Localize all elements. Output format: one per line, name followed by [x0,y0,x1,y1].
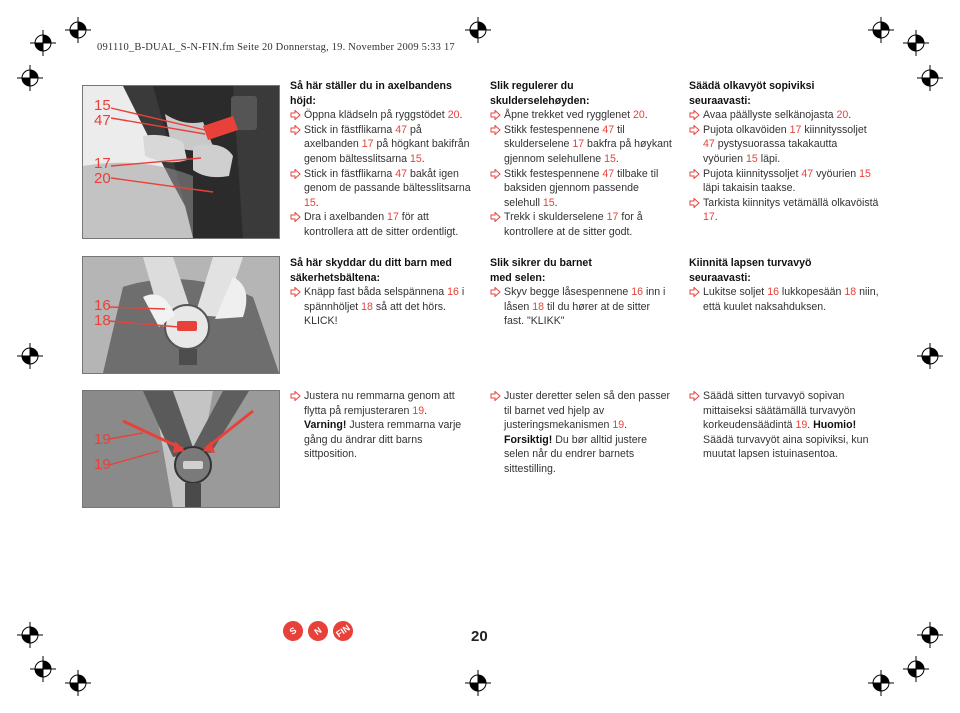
language-badge-fin: FIN [333,621,359,647]
registration-mark-icon [30,30,56,56]
section-heading: Säädä olkavyöt sopiviksi seuraavasti: [689,80,815,107]
figure-strap-adjuster [82,390,280,508]
arrow-bullet-icon [490,169,501,179]
arrow-bullet-icon [290,110,301,120]
arrow-bullet-icon [490,391,501,401]
no-adjuster-instructions [490,389,672,477]
instruction-step: Stikk festespennene 47 til skulderselene 17 bakfra på høykant gjennom selehullene 15. [490,123,672,167]
instruction-step: Säädä sitten turvavyö sopivan mittaiseksi säätämällä turvavyön korkeudensäädintä 19. Huomio! Säädä turvavyöt aina sopiviksi, kun muutat lapsen istuinasentoa. [689,389,869,462]
section-heading: Så här skyddar du ditt barn med [290,257,452,269]
registration-mark-icon [903,656,929,682]
section-heading: Slik regulerer du skulderselehøyden: [490,80,590,107]
instruction-step: Stick in fästflikarna 47 på axelbanden 17 på högkant bakifrån genom bältesslitsarna 15. [290,123,478,167]
callout-number: 19 [94,431,111,448]
fi-adjuster-instructions [689,389,869,462]
section-heading: med selen: [490,271,546,284]
callout-number: 16 [94,297,111,314]
figure-shoulder-strap-adjustment [82,85,280,239]
callout-number: 18 [94,312,111,329]
section-heading: Kiinnitä lapsen turvavyö [689,257,812,269]
no-strap-height-instructions [490,79,672,240]
section-heading: säkerhetsbältena: [290,271,381,284]
arrow-bullet-icon [689,110,700,120]
arrow-bullet-icon [490,212,501,222]
registration-mark-icon [65,17,91,43]
instruction-step: Tarkista kiinnitys vetämällä olkavöistä 17. [689,196,879,225]
registration-mark-icon [30,656,56,682]
registration-mark-icon [868,17,894,43]
instruction-step: Pujota olkavöiden 17 kiinnityssoljet 47 pystysuorassa takakautta vyöurien 15 läpi. [689,123,879,167]
arrow-bullet-icon [689,198,700,208]
registration-mark-icon [465,17,491,43]
registration-mark-icon [917,622,943,648]
sv-adjuster-instructions [290,389,470,462]
arrow-bullet-icon [490,110,501,120]
registration-mark-icon [868,670,894,696]
arrow-bullet-icon [290,287,301,297]
warning-label: Varning! [304,419,347,432]
callout-number: 17 [94,155,111,172]
section-heading: Så här ställer du in axelbandens höjd: [290,80,452,107]
arrow-bullet-icon [689,169,700,179]
figure-buckle-fastening [82,256,280,374]
registration-mark-icon [917,343,943,369]
arrow-bullet-icon [290,169,301,179]
page-header: 091110_B-DUAL_S-N-FIN.fm Seite 20 Donnerstag, 19. November 2009 5:33 17 [97,42,455,53]
arrow-bullet-icon [689,391,700,401]
instruction-step: Stikk festespennene 47 tilbake til baksiden gjennom passende selehull 15. [490,167,672,211]
language-badge-s: S [283,621,309,647]
instruction-step: Stick in fästflikarna 47 bakåt igen genom de passande bältesslitsarna 15. [290,167,478,211]
no-buckle-instructions [490,256,672,329]
instruction-step: Justera nu remmarna genom att flytta på remjusteraren 19. Varning! Justera remmarna varje gång du ändrar ditt barns sittposition. [290,389,470,462]
sv-strap-height-instructions [290,79,478,240]
arrow-bullet-icon [490,125,501,135]
instruction-step: Lukitse soljet 16 lukkopesään 18 niin, että kuulet naksahduksen. [689,285,879,314]
callout-number: 47 [94,112,111,129]
registration-mark-icon [903,30,929,56]
callout-number: 19 [94,456,111,473]
arrow-bullet-icon [290,391,301,401]
arrow-bullet-icon [490,287,501,297]
warning-label: Forsiktig! [504,433,553,446]
registration-mark-icon [17,65,43,91]
registration-mark-icon [17,622,43,648]
instruction-step: Dra i axelbanden 17 för att kontrollera att de sitter ordentligt. [290,210,478,239]
instruction-step: Öppna klädseln på ryggstödet 20. [290,108,478,123]
registration-mark-icon [65,670,91,696]
instruction-step: Juster deretter selen så den passer til barnet ved hjelp av justeringsmekanismen 19. Forsiktig! Du bør alltid justere selen når du endrer barnets sittestilling. [490,389,672,477]
language-badge-n: N [308,621,334,647]
callout-number: 20 [94,170,111,187]
sv-buckle-instructions [290,256,478,329]
instruction-step: Pujota kiinnityssoljet 47 vyöurien 15 läpi takaisin taakse. [689,167,879,196]
fi-strap-height-instructions [689,79,879,225]
instruction-step: Trekk i skulderselene 17 for å kontrollere at de sitter godt. [490,210,672,239]
section-heading: Slik sikrer du barnet [490,257,592,269]
page-number: 20 [471,628,488,645]
arrow-bullet-icon [689,125,700,135]
fi-buckle-instructions [689,256,879,314]
registration-mark-icon [465,670,491,696]
arrow-bullet-icon [689,287,700,297]
instruction-step: Knäpp fast båda selspännena 16 i spännhöljet 18 så att det hörs. KLICK! [290,285,478,329]
instruction-step: Avaa päällyste selkänojasta 20. [689,108,879,123]
warning-label: Huomio! [813,419,857,432]
arrow-bullet-icon [290,212,301,222]
callout-number: 15 [94,97,111,114]
arrow-bullet-icon [290,125,301,135]
registration-mark-icon [917,65,943,91]
registration-mark-icon [17,343,43,369]
instruction-step: Åpne trekket ved rygglenet 20. [490,108,672,123]
section-heading: seuraavasti: [689,271,751,284]
instruction-step: Skyv begge låsespennene 16 inn i låsen 18 til du hører at de sitter fast. "KLIKK" [490,285,672,329]
